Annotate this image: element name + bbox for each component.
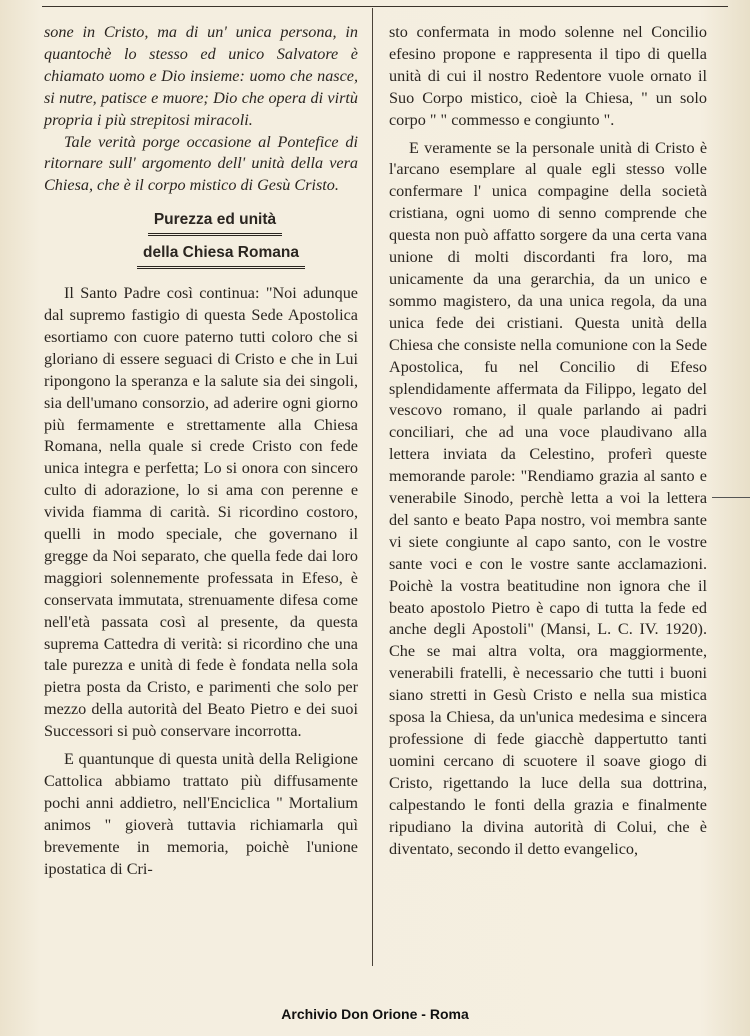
column-divider (372, 8, 373, 966)
body-paragraph-3: E veramente se la personale unità di Cristo è l'arcano esemplare al quale egli stesso volle confermare l' unica compagine della società cristiana, ogni uomo di senno comprende che questa non può affatto sorgere da una certa vana unione di molti discordanti fra loro, ma unicamente da una gerarchia, da un unico e sommo magistero, da una unica regola, da una unica fede dei cristiani. Questa unità della Chiesa che consiste nella comunione con la Sede Apostolica, fu nel Concilio di Efeso splendidamente affermata da Filippo, legato del vescovo romano, il quale parlando ai padri conciliari, che ad una voce plaudivano alla lettera inviata da Celestino, proferì queste memorande parole: "Rendiamo grazia al santo e venerabile Sinodo, perchè letta a voi la lettera del santo e beato Papa nostro, voi membra sante vi siete congiunte al capo santo, con le vostre sante voci e con le vostre sante acclamazioni. Poichè la vostra beatitudine non ignora che il beato apostolo Pietro è capo di tutta la fede ed anche degli Apostoli" (Mansi, L. C. IV. 1920). Che se mai altra volta, ora maggiormente, venerabili fratelli, è necessario che tutti i buoni siano stretti in Gesù Cristo e nella sua mistica sposa la Chiesa, da un'unica medesima e sincera professione di fede giacchè dappertutto tanti uomini cercano di scuotere il soave giogo di Cristo, rigettando la luce della sua dottrina, calpestando le fonti della grazia e finalmente ripudiano la divina autorità di Colui, che è diventato, secondo il detto evangelico, (389, 138, 707, 858)
heading-line-1: Purezza ed unità (148, 207, 282, 236)
body-paragraph-2: E quantunque di questa unità della Religione Cattolica abbiamo trattato più diffusamente pochi anni addietro, nell'Enciclica " Mortalium animos " gioverà tuttavia richiamarla quì brevemente in memoria, poichè l'unione ipostatica di Cri- (44, 750, 358, 878)
intro-paragraph-2: Tale verità porge occasione al Pontefice di ritornare sull' argomento dell' unità della vera Chiesa, che è il corpo mistico di Gesù Cristo. (44, 132, 358, 195)
heading-line-2: della Chiesa Romana (137, 240, 305, 269)
continuation-paragraph: sto confermata in modo solenne nel Concilio efesino propone e rappresenta il tipo di quella unità di cui il nostro Redentore vuole ornato il Suo Corpo mistico, cioè la Chiesa, " un solo corpo " " commesso e congiunto ". (389, 23, 707, 129)
archive-footer: Archivio Don Orione - Roma (281, 1006, 469, 1022)
top-rule (42, 6, 728, 7)
right-column (389, 22, 707, 860)
left-column (44, 22, 358, 881)
edge-mark (712, 497, 750, 498)
section-heading (44, 207, 358, 269)
intro-paragraph-1: sone in Cristo, ma di un' unica persona, in quantochè lo stesso ed unico Salvatore è chiamato uomo e Dio insieme: uomo che nasce, si nutre, patisce e muore; Dio che opera di virtù propria i più strepitosi miracoli. (44, 23, 358, 129)
body-paragraph-1: Il Santo Padre così continua: "Noi adunque dal supremo fastigio di questa Sede Apostolica esortiamo con cuore paterno tutti coloro che si gloriano di essere seguaci di Cristo e che in Lui ripongono la speranza e la salute sia dei singoli, sia dell'umano consorzio, ad aderire ogni giorno più fermamente e strettamente alla Chiesa Romana, nella quale si crede Cristo con fede unica integra e perfetta; Lo si onora con sincero culto di adorazione, lo si ama con perenne e vivida fiamma di carità. Si ricordino costoro, quelli in modo speciale, che governano il gregge da Noi separato, che quella fede dai loro maggiori solennemente professata in Efeso, è conservata immutata, strenuamente difesa come nell'età passata così al presente, da questa suprema Cattedra di verità: si ricordino che una tale purezza e unità di fede è fondata nella sola pietra posta da Cristo, e parimenti che solo per mezzo della autorità del Beato Pietro e dei suoi Successori si può conservare incorrotta. (44, 284, 358, 741)
